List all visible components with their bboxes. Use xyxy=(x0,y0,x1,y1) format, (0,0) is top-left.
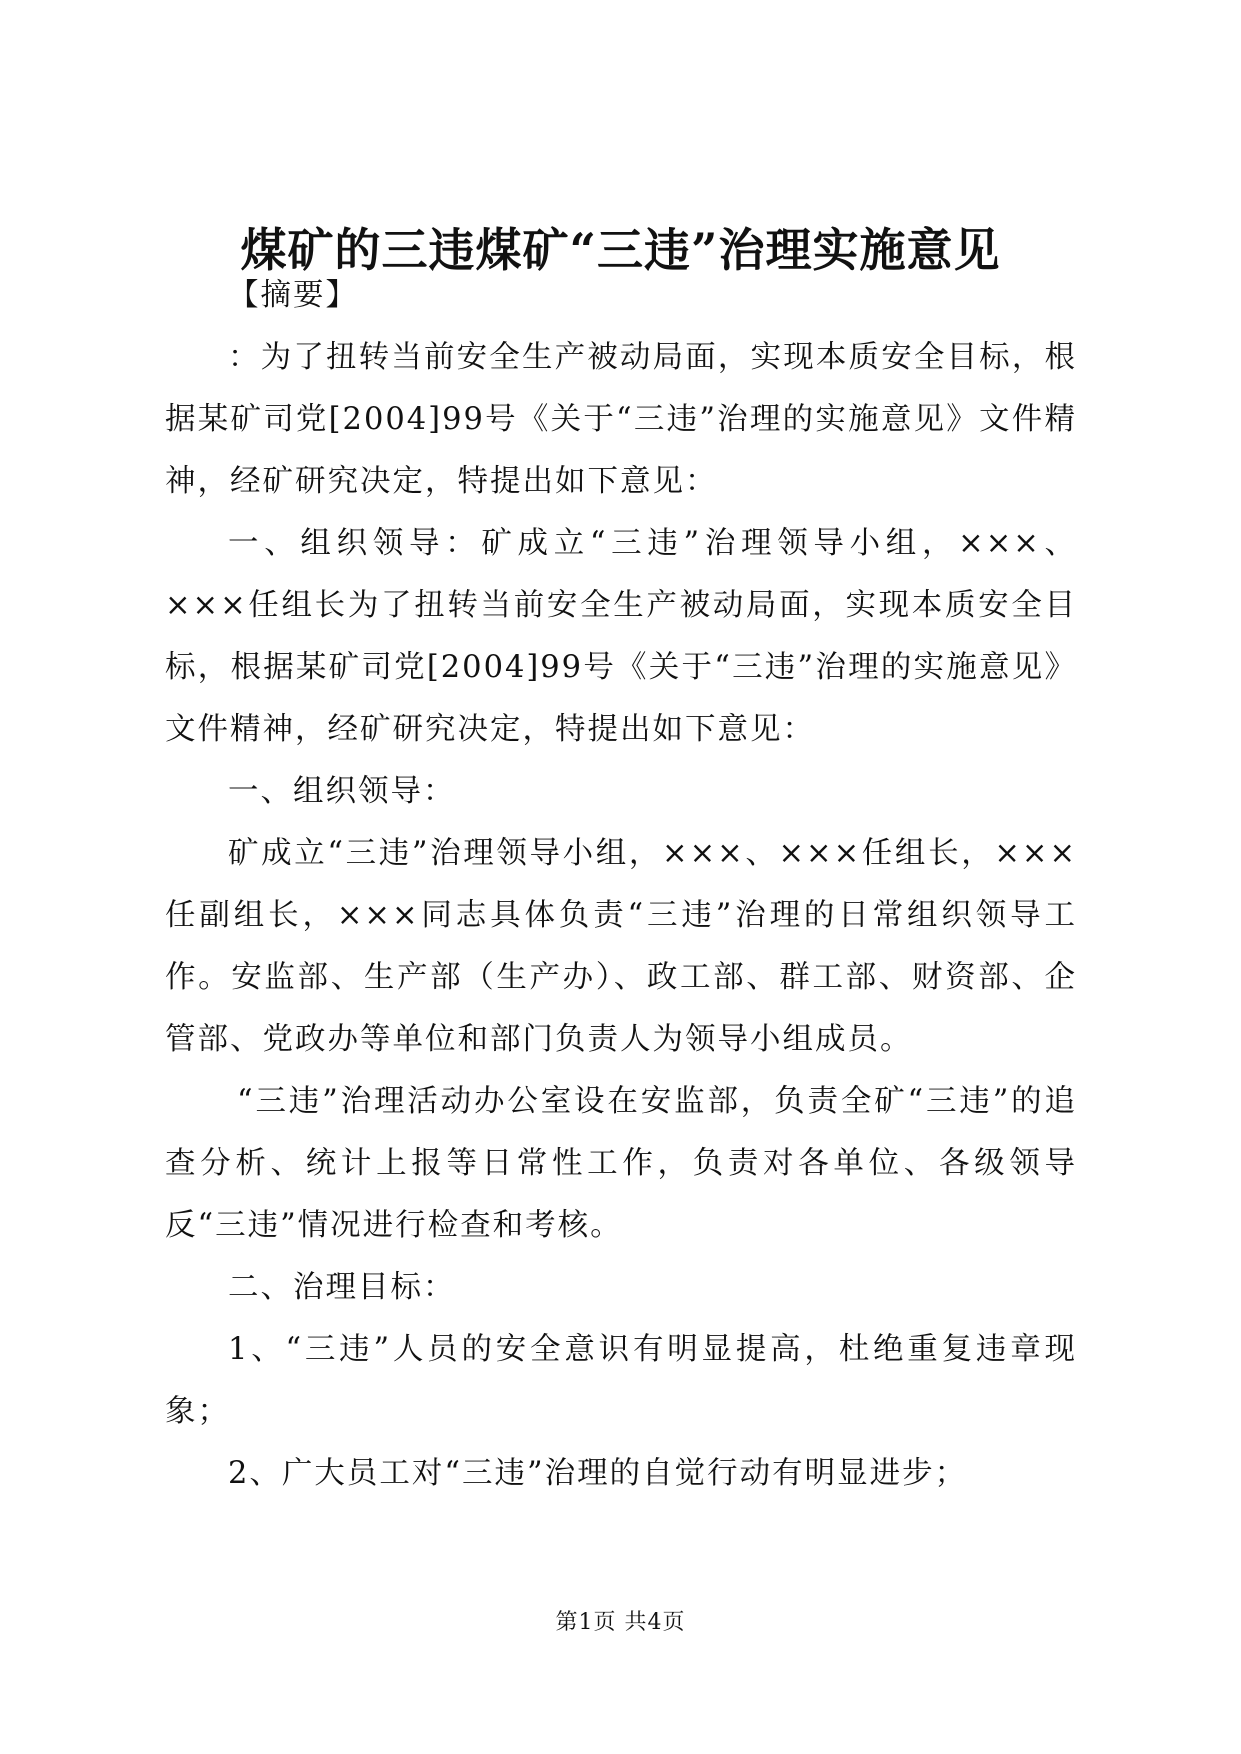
paragraph-office: “三违”治理活动办公室设在安监部，负责全矿“三违”的追查分析、统计上报等日常性工作，负责对各单位、各级领导反“三违”情况进行检查和考核。 xyxy=(165,1084,1077,1243)
paragraph-leadership-group: 矿成立“三违”治理领导小组，×××、×××任组长，×××任副组长，×××同志具体负责“三违”治理的日常组织领导工作。安监部、生产部（生产办）、政工部、群工部、财资部、企管部、党政办等单位和部门负责人为领导小组成员。 xyxy=(165,836,1077,1057)
document-title: 煤矿的三违煤矿“三违”治理实施意见 xyxy=(240,223,1001,277)
section-heading-organization: 一、组织领导： xyxy=(228,774,456,809)
abstract-label: 【摘要】 xyxy=(228,278,358,313)
document-body xyxy=(165,258,1077,1505)
paragraph-intro: ：为了扭转当前安全生产被动局面，实现本质安全目标，根据某矿司党[2004]99号《关于“三违”治理的实施意见》文件精神，经矿研究决定，特提出如下意见： xyxy=(165,340,1077,499)
section-heading-goals: 二、治理目标： xyxy=(228,1270,456,1305)
goal-item-2: 2、广大员工对“三违”治理的自觉行动有明显进步； xyxy=(228,1456,968,1491)
paragraph-organization-summary: 一、组织领导：矿成立“三违”治理领导小组，×××、×××任组长为了扭转当前安全生产被动局面，实现本质安全目标，根据某矿司党[2004]99号《关于“三违”治理的实施意见》文件精神，经矿研究决定，特提出如下意见： xyxy=(165,526,1077,747)
page-number-footer: 第1页 共4页 xyxy=(555,1610,686,1635)
goal-item-1: 1、“三违”人员的安全意识有明显提高，杜绝重复违章现象； xyxy=(165,1332,1077,1429)
